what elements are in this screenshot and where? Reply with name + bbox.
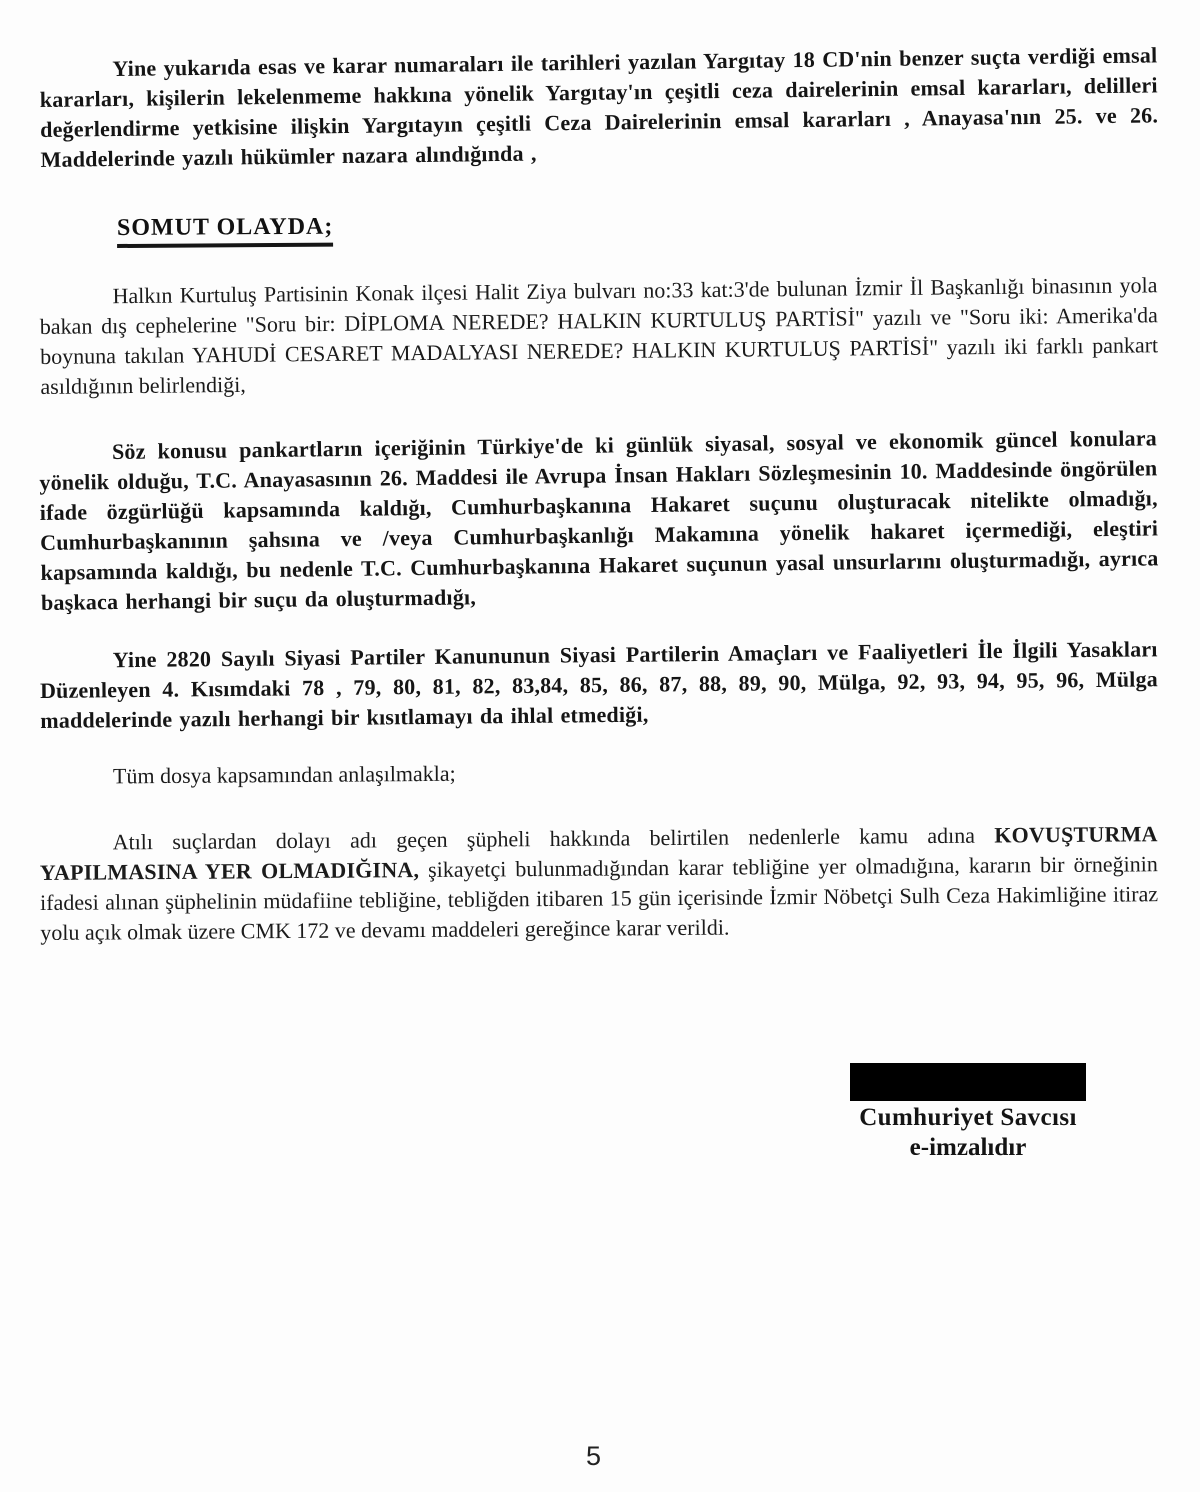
paragraph-decision — [40, 819, 1159, 948]
paragraph-file-scope: Tüm dosya kapsamından anlaşılmakla; — [112, 760, 456, 789]
paragraph-party-law: Yine 2820 Sayılı Siyasi Partiler Kanununun Siyasi Partilerin Amaçları ve Faaliyetleri İle İlgili Yasakları Düzenleyen 4. Kısımdaki 78 , 79, 80, 81, 82, 83,84, 85, 86, 87, 88, 89, 90, Mülga, 92, 93, 94, 95, 96, Mülga maddelerinde yazılı herhangi bir kısıtlamayı da ihlal etmediği, — [39, 636, 1159, 733]
paragraph-incident: Halkın Kurtuluş Partisinin Konak ilçesi Halit Ziya bulvarı no:33 kat:3'de bulunan İzmir İl Başkanlığı binasının yola bakan dış cephelerine "Soru bir: DİPLOMA NEREDE? HALKIN KURTULUŞ PARTİSİ" yazılı ve "Soru iki: Amerika'da boynuna takılan YAHUDİ CESARET MADALYASI NEREDE? HALKIN KURTULUŞ PARTİSİ" yazılı iki farklı pankart asıldığının belirlendiği, — [39, 272, 1159, 399]
signature-esignature-note: e-imzalıdır — [909, 1134, 1027, 1161]
paragraph-precedents: Yine yukarıda esas ve karar numaraları ile tarihleri yazılan Yargıtay 18 CD'nin benzer suçta verdiği emsal kararları, kişilerin lekelenmeme hakkına yönelik Yargıtay'ın çeşitli ceza dairelerinin emsal kararları, delilleri değerlendirme yetkisine ilişkin Yargıtayın çeşitli Ceza Dairelerinin emsal kararları , Anayasa'nın 25. ve 26. Maddelerinde yazılı hükümler nazara alındığında , — [39, 42, 1159, 172]
paragraph-assessment: Söz konusu pankartların içeriğinin Türkiye'de ki günlük siyasal, sosyal ve ekonomik güncel konulara yönelik olduğu, T.C. Anayasasının 26. Maddesi ile Avrupa İnsan Hakları Sözleşmesinin 10. Maddesinde öngörülen ifade özgürlüğü kapsamında kaldığı, Cumhurbaşkanına Hakaret suçunu oluşturacak nitelikte olmadığı, Cumhurbaşkanının şahsına ve /veya Cumhurbaşkanlığı Makamına yönelik hakaret içermediği, eleştiri kapsamında kaldığı, bu nedenle T.C. Cumhurbaşkanına Hakaret suçunun yasal unsurlarını oluşturmadığı, ayrıca başkaca herhangi bir suçu da oluşturmadığı, — [39, 425, 1159, 615]
decision-emphasis-kovusturma: KOVUŞTURMA YAPILMASINA YER OLMADIĞINA, — [39, 821, 1158, 886]
redacted-signature-name — [850, 1063, 1086, 1101]
decision-text-after: şikayetçi bulunmadığından karar tebliğine yer olmadığına, kararın bir örneğinin ifadesi alınan şüphelinin müdafiine tebliğine, tebliğden itibaren 15 gün içerisinde İzmir Nöbetçi Sulh Ceza Hakimliğine itiraz yolu açık olmak üzere CMK 172 ve devamı maddeleri gereğince karar verildi. — [40, 851, 1159, 945]
decision-text-before: Atılı suçlardan dolayı adı geçen şüpheli hakkında belirtilen nedenlerle kamu adına — [112, 822, 995, 855]
signature-block — [850, 1063, 1086, 1162]
section-heading-somut-olayda — [117, 209, 1158, 248]
section-heading-text: SOMUT OLAYDA; — [117, 214, 334, 248]
page-number: 5 — [586, 1441, 602, 1471]
signature-title: Cumhuriyet Savcısı — [859, 1104, 1077, 1131]
